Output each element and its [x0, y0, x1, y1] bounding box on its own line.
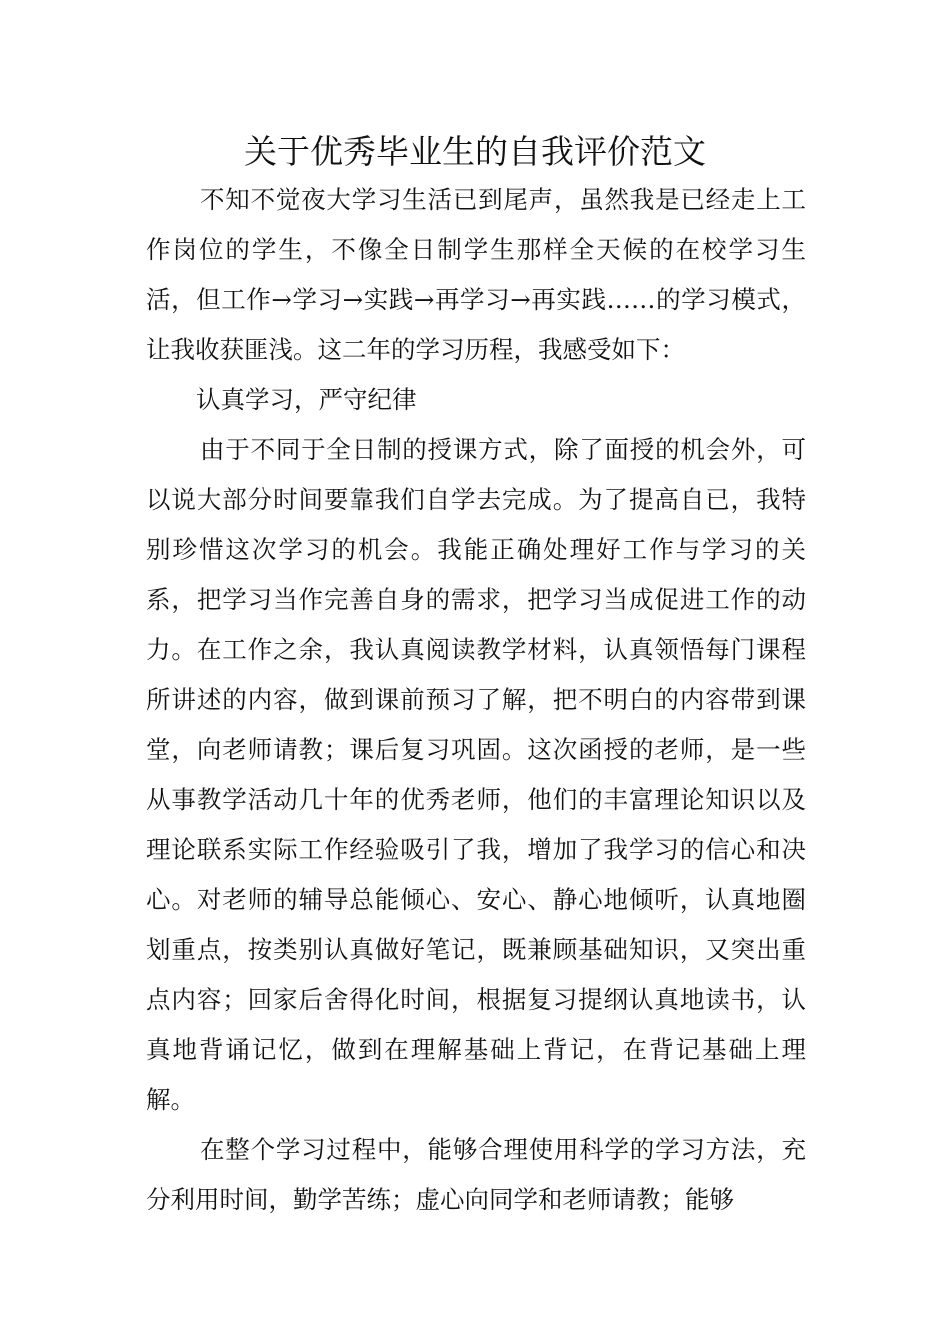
document-body [146, 175, 806, 1225]
paragraph-intro: 不知不觉夜大学习生活已到尾声，虽然我是已经走上工作岗位的学生，不像全日制学生那样全天候的在校学习生活，但工作→学习→实践→再学习→再实践……的学习模式，让我收获匪浅。这二年的学习历程，我感受如下： [146, 185, 806, 364]
paragraph-methods: 在整个学习过程中，能够合理使用科学的学习方法，充分利用时间，勤学苦练；虚心向同学和老师请教；能够 [146, 1135, 806, 1214]
document-title: 关于优秀毕业生的自我评价范文 [244, 132, 706, 171]
paragraph-study: 由于不同于全日制的授课方式，除了面授的机会外，可以说大部分时间要靠我们自学去完成。为了提高自已，我特别珍惜这次学习的机会。我能正确处理好工作与学习的关系，把学习当作完善自身的需求，把学习当成促进工作的动力。在工作之余，我认真阅读教学材料，认真领悟每门课程所讲述的内容，做到课前预习了解，把不明白的内容带到课堂，向老师请教；课后复习巩固。这次函授的老师，是一些从事教学活动几十年的优秀老师，他们的丰富理论知识以及理论联系实际工作经验吸引了我，增加了我学习的信心和决心。对老师的辅导总能倾心、安心、静心地倾听，认真地圈划重点，按类别认真做好笔记，既兼顾基础知识，又突出重点内容；回家后舍得化时间，根据复习提纲认真地读书，认真地背诵记忆，做到在理解基础上背记，在背记基础上理解。 [146, 435, 806, 1114]
section-heading: 认真学习，严守纪律 [196, 385, 417, 414]
